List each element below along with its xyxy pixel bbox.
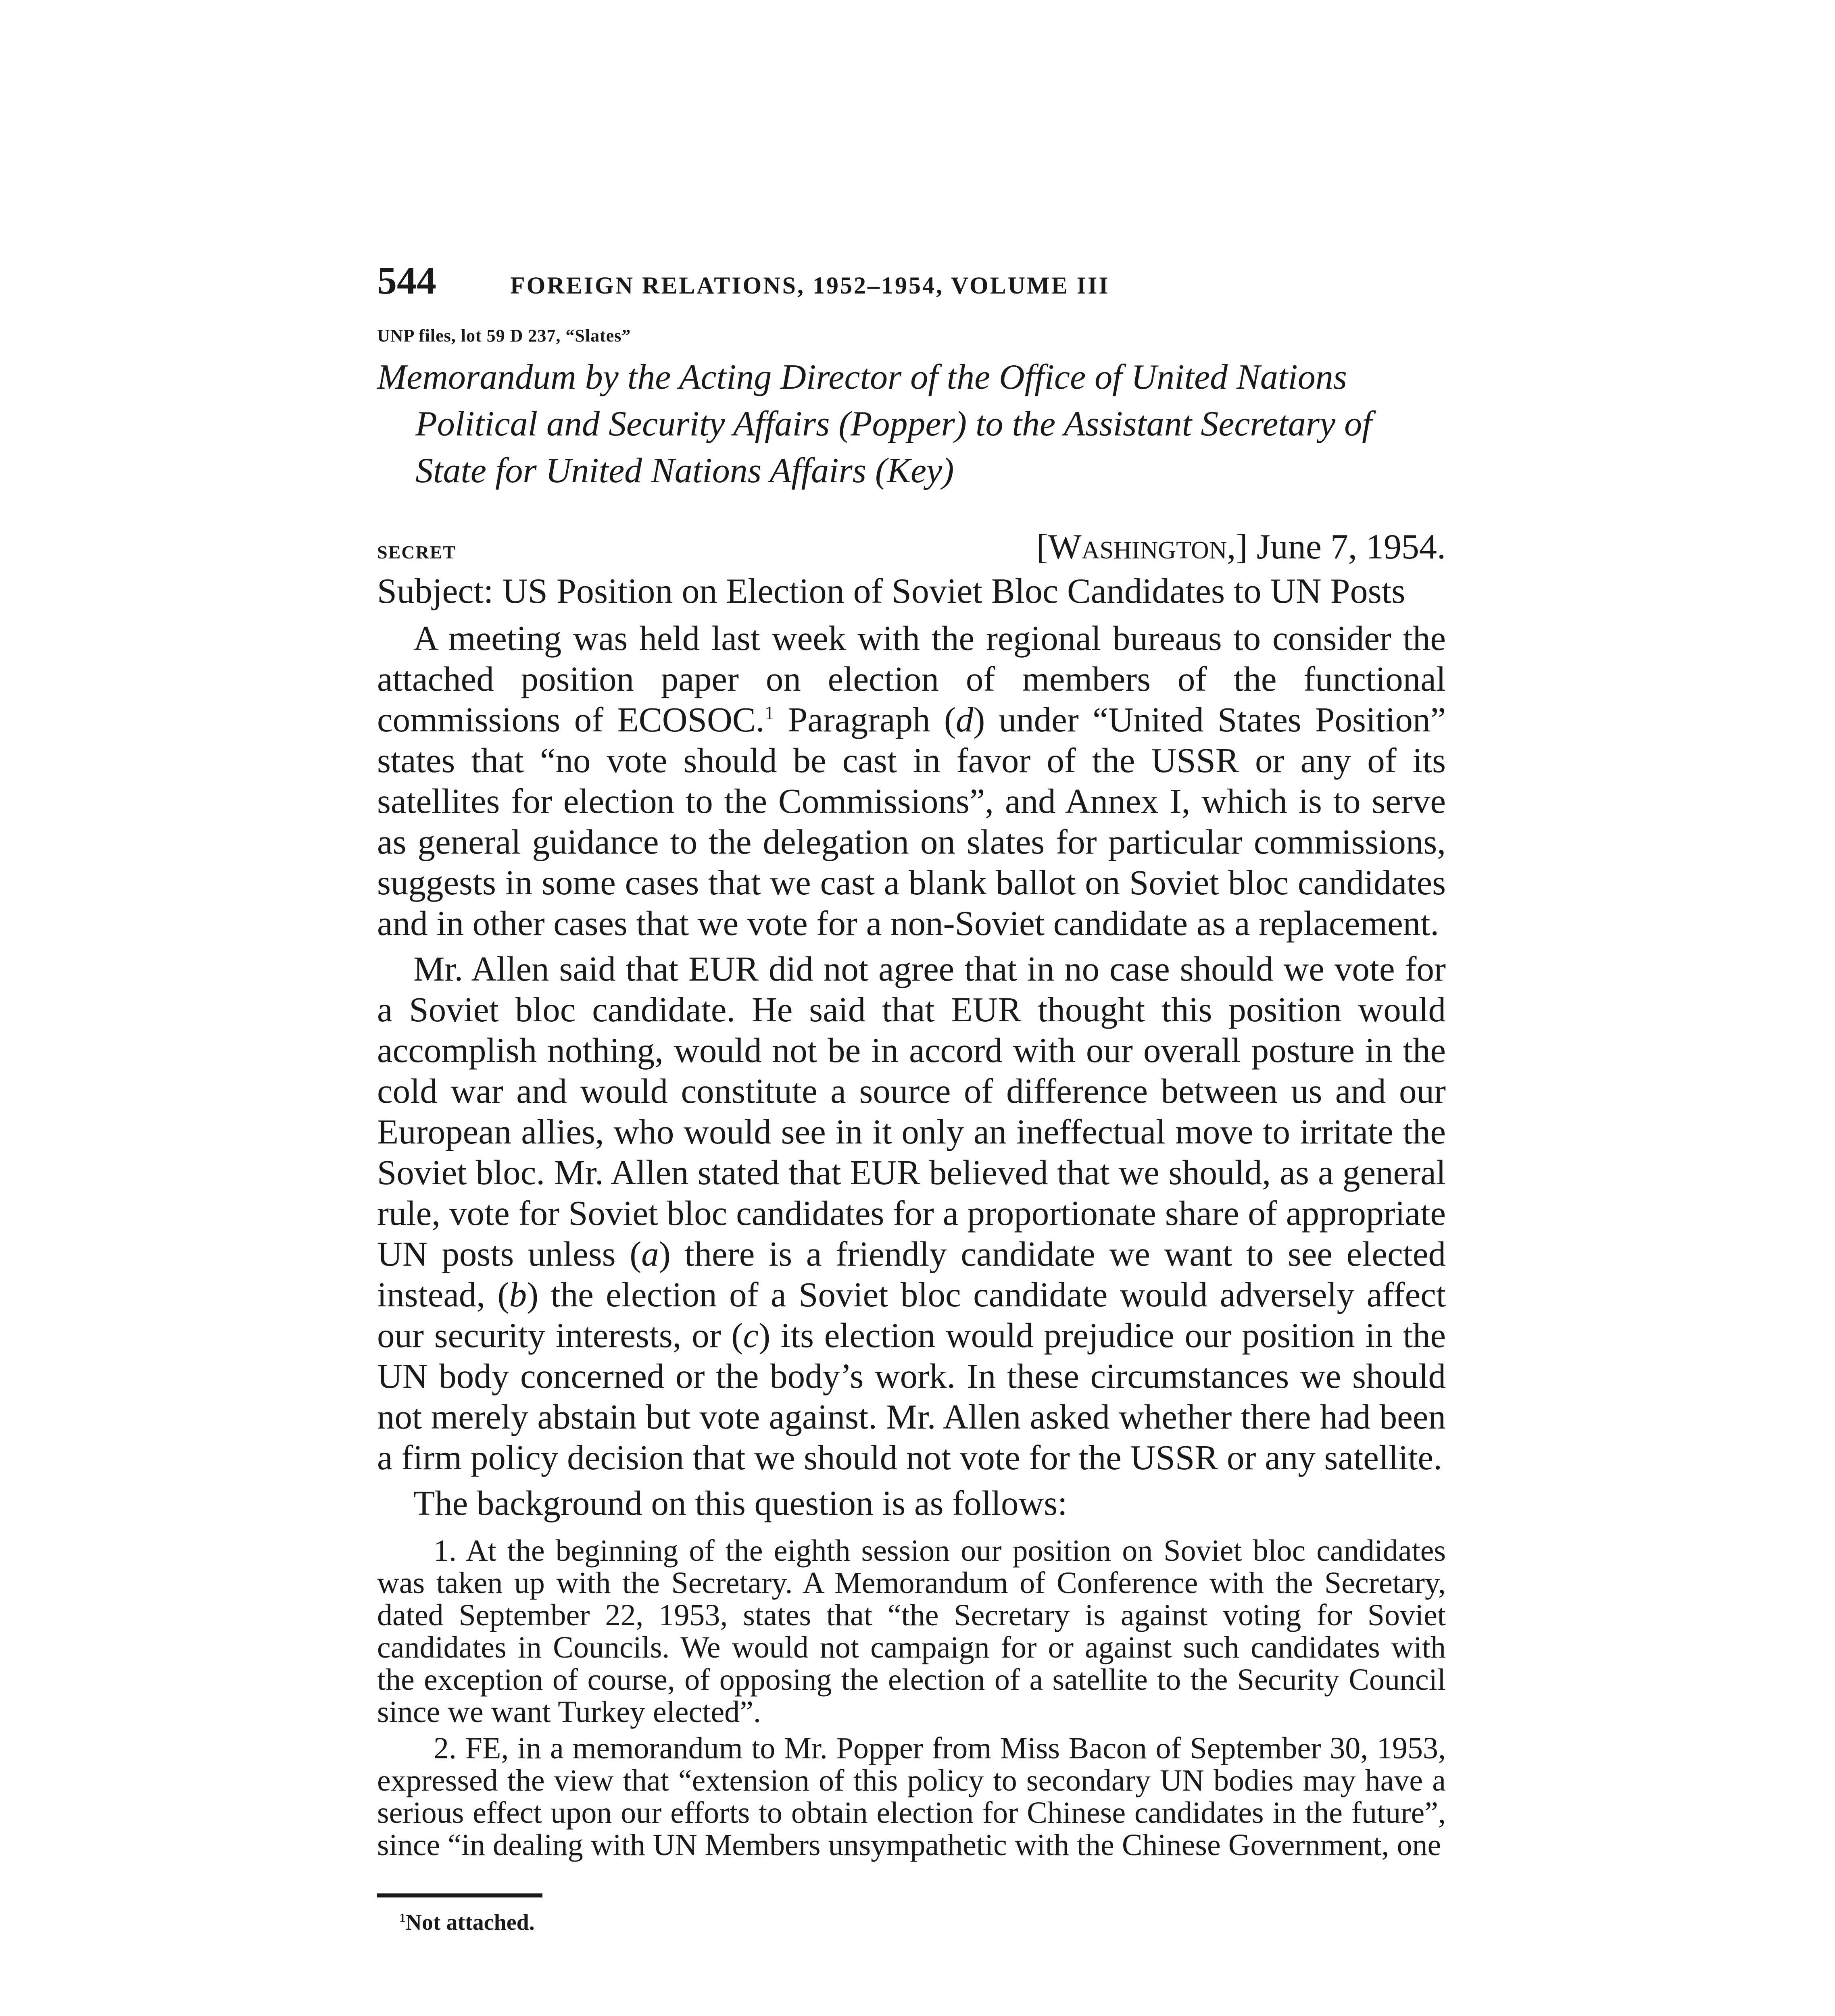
list-item-2: 2. FE, in a memorandum to Mr. Popper from Miss Bacon of September 30, 1953, expressed the view that “extension of this policy to secondary UN bodies may have a serious effect upon our efforts to obtain election for Chinese candidates in the future”, since “in dealing with UN Members unsympathetic with the Chinese Government, one xyxy=(377,1731,1446,1862)
paragraph-2-text-3: ) the election of a Soviet bloc candidate would adversely affect our security interests, or ( xyxy=(377,1275,1446,1355)
paragraph-1-text-2: Paragraph ( xyxy=(774,700,956,739)
source-note: UNP files, lot 59 D 237, “Slates” xyxy=(377,326,631,346)
marker-a: a xyxy=(641,1234,659,1273)
subject-text: US Position on Election of Soviet Bloc Candidates to UN Posts xyxy=(502,572,1405,611)
list-item-1: 1. At the beginning of the eighth session our position on Soviet bloc candidates was taken up with the Secretary. A Memorandum of Conference with the Secretary, dated September 22, 1953, states that “the Secretary is against voting for Soviet candidates in Councils. We would not campaign for or against such candidates with the exception of course, of opposing the election of a satellite to the Security Council since we want Turkey elected”. xyxy=(377,1534,1446,1729)
marker-c: c xyxy=(743,1316,759,1355)
place: [Washington,] xyxy=(1036,527,1248,566)
footnote-text: Not attached. xyxy=(405,1910,535,1935)
subject-line xyxy=(377,571,1446,612)
paragraph-1 xyxy=(377,618,1446,943)
paragraph-2 xyxy=(377,948,1446,1478)
document-title: Memorandum by the Acting Director of the Office of United Nations Political and Security Affairs (Popper) to the Assistant Secretary of State for United Nations Affairs (Key) xyxy=(377,358,1372,490)
running-head xyxy=(377,258,1446,303)
subject-label: Subject: xyxy=(377,572,494,611)
place-date xyxy=(1036,527,1446,567)
paragraph-1-text: A meeting was held last week with the regional bureaus to consider the attached position paper on election of members of the functional commissions of ECOSOC. xyxy=(377,619,1446,739)
page-number: 544 xyxy=(377,259,436,302)
footnote-reference: 1 xyxy=(764,702,774,724)
paragraph-3: The background on this question is as follows: xyxy=(413,1483,1068,1522)
document-page xyxy=(377,258,1446,1935)
date: June 7, 1954. xyxy=(1256,527,1446,566)
paragraph-1-text-3: ) under “United States Position” states that “no vote should be cast in favor of the USSR or any of its satellites for election to the Commissions”, and Annex I, which is to serve as general guidance to the delegation on slates for particular commissions, suggests in some cases that we cast a blank ballot on Soviet bloc candidates and in other cases that we vote for a non-Soviet candidate as a replacement. xyxy=(377,700,1446,943)
footnote-divider xyxy=(377,1893,542,1897)
running-title: FOREIGN RELATIONS, 1952–1954, VOLUME III xyxy=(510,272,1110,299)
paragraph-2-text-4: ) its election would prejudice our position in the UN body concerned or the body’s work. In these circumstances we should not merely abstain but vote against. Mr. Allen asked whether there had been a firm policy decision that we should not vote for the USSR or any satellite. xyxy=(377,1316,1446,1477)
paragraph-letter-d: d xyxy=(955,700,974,739)
marker-b: b xyxy=(509,1275,527,1314)
footnote-mark: 1 xyxy=(399,1911,406,1925)
dateline xyxy=(377,527,1446,567)
paragraph-2-text-2: ) there is a friendly candidate we want to see elected instead, ( xyxy=(377,1234,1446,1314)
classification-label: SECRET xyxy=(377,542,457,562)
footnote xyxy=(377,1910,1446,1935)
paragraph-2-text-1: Mr. Allen said that EUR did not agree that in no case should we vote for a Soviet bloc candidate. He said that EUR thought this position would accomplish nothing, would not be in accord with our overall posture in the cold war and would constitute a source of difference between us and our European allies, who would see in it only an ineffectual move to irritate the Soviet bloc. Mr. Allen stated that EUR believed that we should, as a general rule, vote for Soviet bloc candidates for a proportionate share of appropriate UN posts unless ( xyxy=(377,949,1446,1273)
